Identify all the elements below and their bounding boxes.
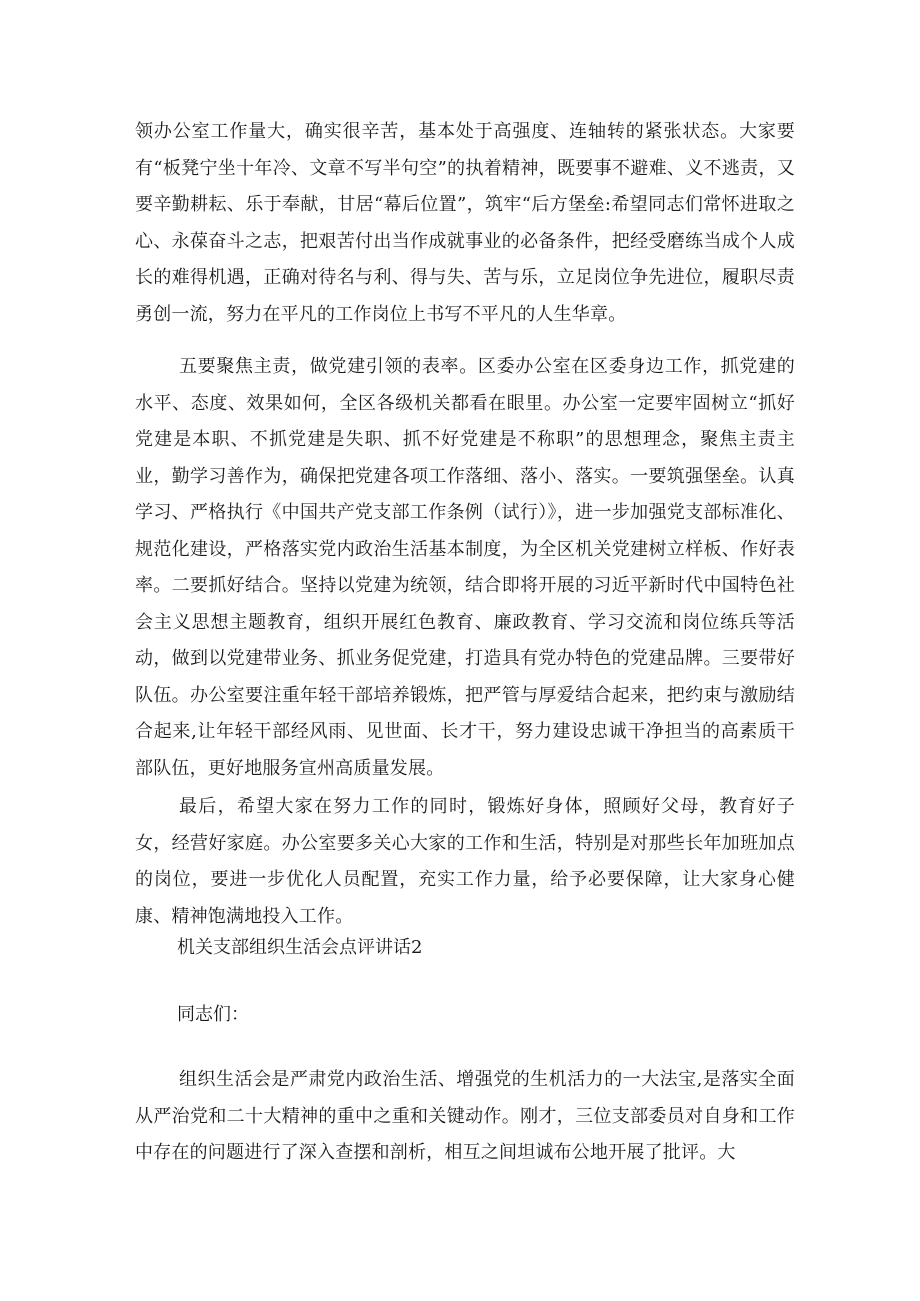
salutation: 同志们： <box>177 1004 249 1025</box>
paragraph-3: 最后，希望大家在努力工作的同时，锻炼好身体，照顾好父母，教育好子女，经营好家庭。办公室要多关心大家的工作和生活，特别是对那些长年加班加点的岗位，要进一步优化人员配置，充实工作力量，给予必要保障，让大家身心健康、精神饱满地投入工作。 <box>135 796 795 927</box>
section-heading: 机关支部组织生活会点评讲话2 <box>177 937 423 958</box>
paragraph-1: 领办公室工作量大，确实很辛苦，基本处于高强度、连轴转的紧张状态。大家要有“板凳宁坐十年冷、文章不写半句空”的执着精神，既要事不避难、义不逃责，又要辛勤耕耘、乐于奉献，甘居“幕后位置”，筑牢“后方堡垒:希望同志们常怀进取之心、永葆奋斗之志，把艰苦付出当作成就事业的必备条件，把经受磨练当成个人成长的难得机遇，正确对待名与利、得与失、苦与乐，立足岗位争先进位，履职尽责勇创一流，努力在平凡的工作岗位上书写不平凡的人生华章。 <box>135 121 795 325</box>
paragraph-4: 组织生活会是严肃党内政治生活、增强党的生机活力的一大法宝,是落实全面从严治党和二十大精神的重中之重和关键动作。刚才，三位支部委员对自身和工作中存在的问题进行了深入查摆和剖析，相互之间坦诚布公地开展了批评。大 <box>135 1069 795 1163</box>
paragraph-2: 五要聚焦主责，做党建引领的表率。区委办公室在区委身边工作，抓党建的水平、态度、效果如何，全区各级机关都看在眼里。办公室一定要牢固树立“抓好党建是本职、不抓党建是失职、抓不好党建是不称职”的思想理念，聚焦主责主业，勤学习善作为，确保把党建各项工作落细、落小、落实。一要筑强堡垒。认真学习、严格执行《中国共产党支部工作条例（试行）》，进一步加强党支部标准化、规范化建设，严格落实党内政治生活基本制度，为全区机关党建树立样板、作好表率。二要抓好结合。坚持以党建为统领，结合即将开展的习近平新时代中国特色社会主义思想主题教育，组织开展红色教育、廉政教育、学习交流和岗位练兵等活动，做到以党建带业务、抓业务促党建，打造具有党办特色的党建品牌。三要带好队伍。办公室要注重年轻干部培养锻炼，把严管与厚爱结合起来，把约束与激励结合起来,让年轻干部经风雨、见世面、长才干，努力建设忠诚干净担当的高素质干部队伍，更好地服务宣州高质量发展。 <box>135 356 795 779</box>
